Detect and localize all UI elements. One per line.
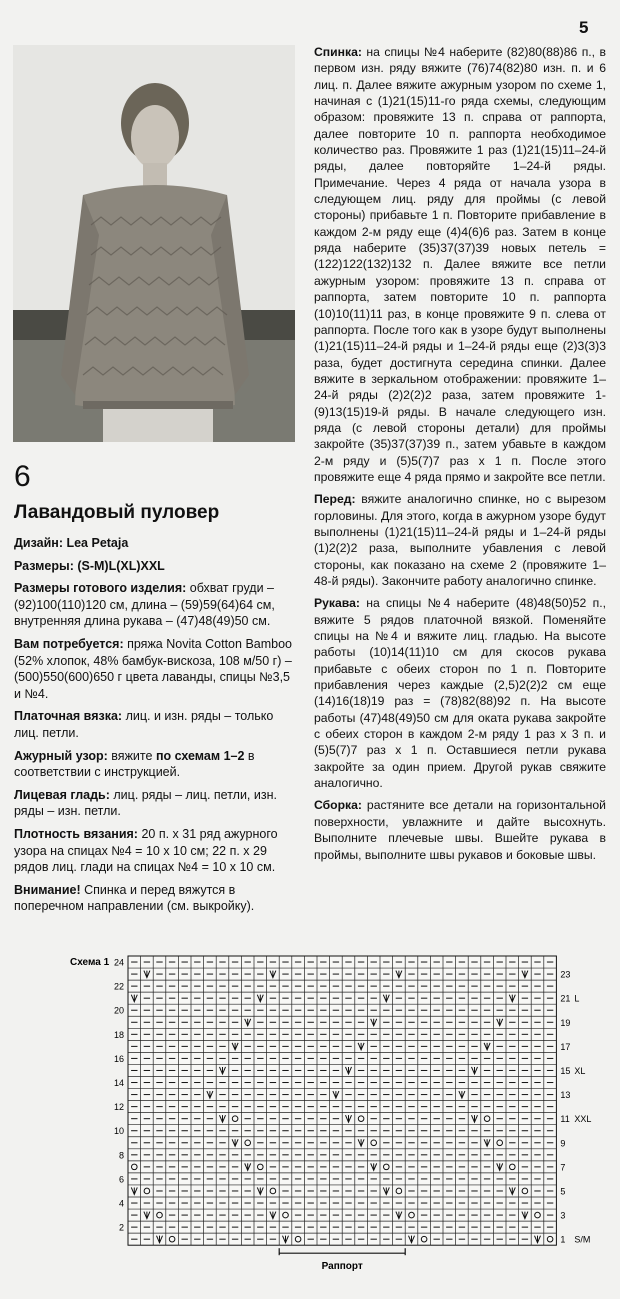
left_column-paragraph [14,882,294,915]
chart-scheme-1 [0,948,620,1288]
paragraph-label: Перед: [314,492,356,507]
paragraph-label: Дизайн: [14,536,63,550]
model-photo [13,45,295,442]
paragraph-label: Сборка: [314,798,362,813]
chart-row-number-right: 21 [560,993,571,1004]
paragraph-text: растяните все детали на горизонтальной поверхности, увлажните и дайте высохнуть. Выполните плечевые швы. Вшейте рукава в проймы, выполните швы рукавов и боковые швы. [314,798,606,862]
chart-row-number-left: 6 [118,1174,124,1185]
pattern-number: 6 [14,460,31,493]
chart-row-number-left: 10 [113,1126,124,1137]
chart-rapport-label: Раппорт [321,1261,363,1273]
chart-row-number-left: 20 [113,1005,124,1016]
right_column-paragraph [314,797,606,862]
paragraph-text: на спицы №4 наберите (48)48(50)52 п., вяжите 5 рядов платочной вязкой. Поменяйте спицы на №4 и вяжите лиц. гладью. На высоте работы (10)14(11)10 см для скосов рукава прибавьте с обеих сторон по 1 п. Повторите прибавления через каждые (2,5)2(2)2 см еще (14)16(18)19 раз = (78)82(88)92 п. На высоте работы (47)48(49)50 см для оката рукава закройте с обеих сторон в каждом 2-м ряду 1 раз х 3 п. и (5)5(7)7 раз х 1 п. Оставшиеся петли рукава закройте за один прием. Другой рукав свяжите аналогично. [314,596,606,791]
paragraph-label: Внимание! [14,882,81,897]
paragraph-label: Лицевая гладь: [14,787,110,802]
chart-row-number-right: 9 [560,1138,566,1149]
paragraph-text: лиц. ряды – лиц. петли, изн. ряды – изн. петли. [14,787,277,819]
paragraph-label: Размеры готового изделия: [14,581,187,596]
chart-size-marker: S/M [574,1234,591,1245]
right_column-paragraph [314,491,606,589]
left_column-paragraph [14,535,294,552]
chart-row-number-left: 2 [118,1222,124,1233]
paragraph-text: лиц. и изн. ряды – только лиц. петли. [14,709,274,740]
chart-row-number-right: 15 [560,1065,571,1076]
paragraph-text: в соответствии с инструкцией. [14,748,255,780]
right_column-paragraph [314,44,606,485]
chart-row-number-right: 19 [560,1017,571,1028]
right-column [314,44,606,869]
chart-row-number-left: 14 [113,1078,124,1089]
paragraph-label: Ажурный узор: [14,748,108,763]
chart-size-marker: L [574,993,580,1004]
chart-row-number-right: 13 [560,1090,571,1101]
chart-row-number-right: 7 [560,1162,566,1173]
paragraph-emphasis: по схемам 1–2 [155,748,245,763]
left_column-paragraph [14,787,294,820]
paragraph-label: Платочная вязка: [14,709,123,724]
chart-row-number-right: 5 [560,1186,566,1197]
left_column-paragraph [14,826,294,876]
paragraph-text: вяжите аналогично спинке, но с вырезом горловины. Для этого, когда в ажурном узоре будут выполнены (1)21(15)11–24-й ряды и 1–24-й ряды (1)2(2)2 раза, выполните убавления с левой стороны, как показано на схеме 2 (провяжите 1–48-й ряды). Закончите работу аналогично спинке. [314,492,606,588]
chart-row-number-right: 17 [560,1041,571,1052]
chart-row-number-right: 3 [560,1210,566,1221]
paragraph-text: обхват груди – (92)100(110)120 см, длина – (59)59(64)64 см, внутренняя длина рукава – (47)48(49)50 см. [14,581,275,629]
chart-svg [0,948,620,1288]
chart-row-number-left: 4 [118,1198,124,1209]
chart-row-number-right: 1 [560,1234,566,1245]
paragraph-text: 20 п. х 31 ряд ажурного узора на спицах №4 = 10 х 10 см; 22 п. х 29 рядов лиц. глади на спицах №4 = 10 х 10 см. [14,826,278,875]
paragraph-label: Плотность вязания: [14,826,138,841]
left-column [14,535,294,921]
paragraph-label: Вам потребуется: [14,636,124,651]
left_column-paragraph [14,748,294,781]
paragraph-label: Спинка: [314,45,362,59]
chart-title: Схема 1 [70,957,110,968]
left_column-paragraph [14,558,294,575]
paragraph-label: Размеры: [14,558,74,573]
chart-row-number-left: 12 [113,1102,124,1113]
chart-size-marker: XL [574,1065,586,1076]
pattern-title: Лавандовый пуловер [14,502,220,523]
paragraph-text: Lea Petaja [63,536,129,550]
chart-row-number-left: 18 [113,1029,124,1040]
paragraph-text: пряжа Novita Cotton Bamboo (52% хлопок, 48% бамбук-вискоза, 108 м/50 г) – (500)550(600)650 г цвета лаванды, спицы №3,5 и №4. [14,636,292,701]
left_column-paragraph [14,580,294,630]
page-number: 5 [579,18,589,37]
paragraph-text: Спинка и перед вяжутся в поперечном направлении (см. выкройку). [14,882,255,914]
chart-row-number-left: 8 [118,1150,124,1161]
chart-size-marker: XXL [574,1114,592,1125]
chart-row-number-left: 16 [113,1053,124,1064]
left_column-paragraph [14,708,294,741]
chart-row-number-left: 22 [113,981,124,992]
paragraph-label: Рукава: [314,596,360,611]
chart-row-number-right: 11 [560,1114,570,1125]
paragraph-text: на спицы №4 наберите (82)80(88)86 п., в первом изн. ряду вяжите (76)74(82)80 изн. п. и 6 лиц. п. Далее вяжите ажурным узором по схеме 1, начиная с (1)21(15)11-го ряда схемы, следующим образом: провяжите 13 п. справа от раппорта, далее повторите 10 п. раппорта необходимое количество раз. Провяжите 1 раз (1)21(15)11–24-й ряды, далее повторяйте 1–24-й ряды. Примечание. Через 4 ряда от начала узора в следующем лиц. ряду для проймы (с левой стороны) прибавьте 1 п. Повторите прибавление в каждом 2-м ряду еще (4)4(6)6 раз. Затем в конце ряда наберите (35)37(37)39 новых петель = (122)122(132)132 п. Далее вяжите все петли ажурным узором: провяжите 13 п. справа от раппорта, затем повторите 10 п. раппорта (10)10(11)11 раз, в конце провяжите 9 п. слева от раппорта. После того как в узоре будут выполнены (1)21(15)11–24-й ряды и 1–24-й ряды еще (2)3(3)3 раза, будет достигнута середина спинки. Далее вяжите в зеркальном отображении: провяжите 1–24-й ряды (2)2(2)2 раза, затем провяжите 1-(9)13(15)19-й ряды. В начале следующего изн. ряда (с левой стороны детали) для проймы закройте (35)37(37)39 п., затем убавьте в каждом 2-м ряду и (5)5(7)7 раз х 1 п. После этого провяжите еще 4 ряда прямо и закройте все петли. [314,45,606,484]
left_column-paragraph [14,636,294,702]
paragraph-text: (S-M)L(XL)XXL [73,558,165,573]
chart-row-number-right: 23 [560,969,571,980]
chart-row-number-left: 24 [113,957,124,968]
right_column-paragraph [314,595,606,791]
paragraph-text: вяжите [107,748,156,763]
